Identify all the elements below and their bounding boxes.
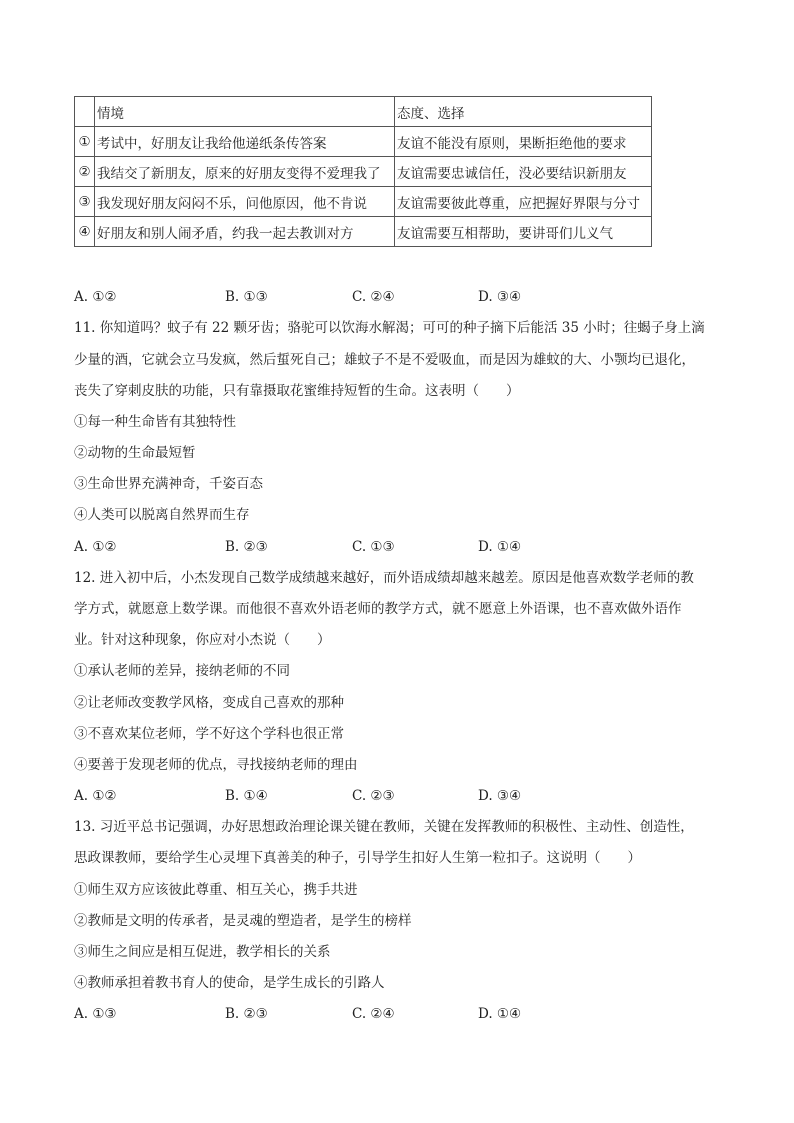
row-situation: 考试中，好朋友让我给他递纸条传答案: [95, 127, 395, 157]
row-attitude: 友谊需要彼此尊重，应把握好界限与分寸: [395, 187, 652, 217]
row-situation: 好朋友和别人闹矛盾，约我一起去教训对方: [95, 217, 395, 247]
q12-statement-2: ②让老师改变教学风格，变成自己喜欢的那种: [74, 695, 344, 711]
q10-option-d[interactable]: D. ③④: [478, 289, 522, 305]
q13-option-a[interactable]: A. ①③: [74, 1006, 117, 1022]
q11-statement-4: ④人类可以脱离自然界而生存: [74, 507, 250, 523]
q10-options: [74, 287, 714, 307]
q11-stem-line-1: 11. 你知道吗？蚊子有 22 颗牙齿；骆驼可以饮海水解渴；可可的种子摘下后能活 35 小时；往蝎子身上滴: [74, 320, 705, 336]
q10-option-a[interactable]: A. ①②: [74, 289, 117, 305]
q11-option-a[interactable]: A. ①②: [74, 539, 117, 555]
q11-stem-line-2: 少量的酒，它就会立马发疯，然后蜇死自己；雄蚊子不是不爱吸血，而是因为雄蚊的大、小颚均已退化，: [74, 352, 695, 368]
q12-statement-1: ①承认老师的差异，接纳老师的不同: [74, 663, 290, 679]
row-number: ③: [75, 187, 95, 217]
table-row: [75, 217, 652, 247]
q13-statement-2: ②教师是文明的传承者，是灵魂的塑造者，是学生的榜样: [74, 913, 412, 929]
q11-option-b[interactable]: B. ②③: [225, 539, 268, 555]
row-attitude: 友谊需要互相帮助，要讲哥们儿义气: [395, 217, 652, 247]
q11-option-d[interactable]: D. ①④: [478, 539, 522, 555]
table-row: [75, 187, 652, 217]
row-number: ④: [75, 217, 95, 247]
friendship-scenario-table: [74, 96, 652, 247]
row-situation: 我发现好朋友闷闷不乐，问他原因，他不肯说: [95, 187, 395, 217]
q13-statement-3: ③师生之间应是相互促进，教学相长的关系: [74, 944, 331, 960]
q13-options: [74, 1004, 714, 1024]
row-attitude: 友谊需要忠诚信任，没必要结识新朋友: [395, 157, 652, 187]
q13-statement-4: ④教师承担着教书育人的使命，是学生成长的引路人: [74, 975, 385, 991]
q12-stem-line-2: 学方式，就愿意上数学课。而他很不喜欢外语老师的教学方式，就不愿意上外语课，也不喜欢做外语作: [74, 601, 682, 617]
table-header-attitude: 态度、选择: [395, 97, 652, 127]
table-header-num-cell: [75, 97, 95, 127]
q11-stem-line-3: 丧失了穿刺皮肤的功能，只有靠摄取花蜜维持短暂的生命。这表明（ ）: [74, 383, 520, 399]
row-situation: 我结交了新朋友，原来的好朋友变得不爱理我了: [95, 157, 395, 187]
row-number: ①: [75, 127, 95, 157]
q12-option-b[interactable]: B. ①④: [225, 788, 268, 804]
q13-option-c[interactable]: C. ②④: [352, 1006, 395, 1022]
q11-statement-1: ①每一种生命皆有其独特性: [74, 414, 236, 430]
q12-stem-line-1: 12. 进入初中后，小杰发现自己数学成绩越来越好，而外语成绩却越来越差。原因是他喜欢数学老师的教: [74, 570, 694, 586]
q13-option-d[interactable]: D. ①④: [478, 1006, 522, 1022]
q13-stem-line-1: 13. 习近平总书记强调，办好思想政治理论课关键在教师，关键在发挥教师的积极性、主动性、创造性，: [74, 819, 694, 835]
table-header-row: [75, 97, 652, 127]
q11-statement-3: ③生命世界充满神奇，千姿百态: [74, 476, 263, 492]
q11-options: [74, 537, 714, 557]
table-row: [75, 127, 652, 157]
q13-statement-1: ①师生双方应该彼此尊重、相互关心，携手共进: [74, 882, 358, 898]
q10-option-c[interactable]: C. ②④: [352, 289, 395, 305]
q12-statement-4: ④要善于发现老师的优点，寻找接纳老师的理由: [74, 757, 358, 773]
q11-option-c[interactable]: C. ①③: [352, 539, 395, 555]
q13-option-b[interactable]: B. ②③: [225, 1006, 268, 1022]
row-attitude: 友谊不能没有原则，果断拒绝他的要求: [395, 127, 652, 157]
q12-option-d[interactable]: D. ③④: [478, 788, 522, 804]
q12-options: [74, 786, 714, 806]
q12-statement-3: ③不喜欢某位老师，学不好这个学科也很正常: [74, 726, 344, 742]
q10-option-b[interactable]: B. ①③: [225, 289, 268, 305]
q12-stem-line-3: 业。针对这种现象，你应对小杰说（ ）: [74, 632, 331, 648]
row-number: ②: [75, 157, 95, 187]
q12-option-c[interactable]: C. ②③: [352, 788, 395, 804]
q13-stem-line-2: 思政课教师，要给学生心灵埋下真善美的种子，引导学生扣好人生第一粒扣子。这说明（ ）: [74, 850, 641, 866]
table-header-situation: 情境: [95, 97, 395, 127]
q11-statement-2: ②动物的生命最短暂: [74, 445, 196, 461]
q12-option-a[interactable]: A. ①②: [74, 788, 117, 804]
table-row: [75, 157, 652, 187]
